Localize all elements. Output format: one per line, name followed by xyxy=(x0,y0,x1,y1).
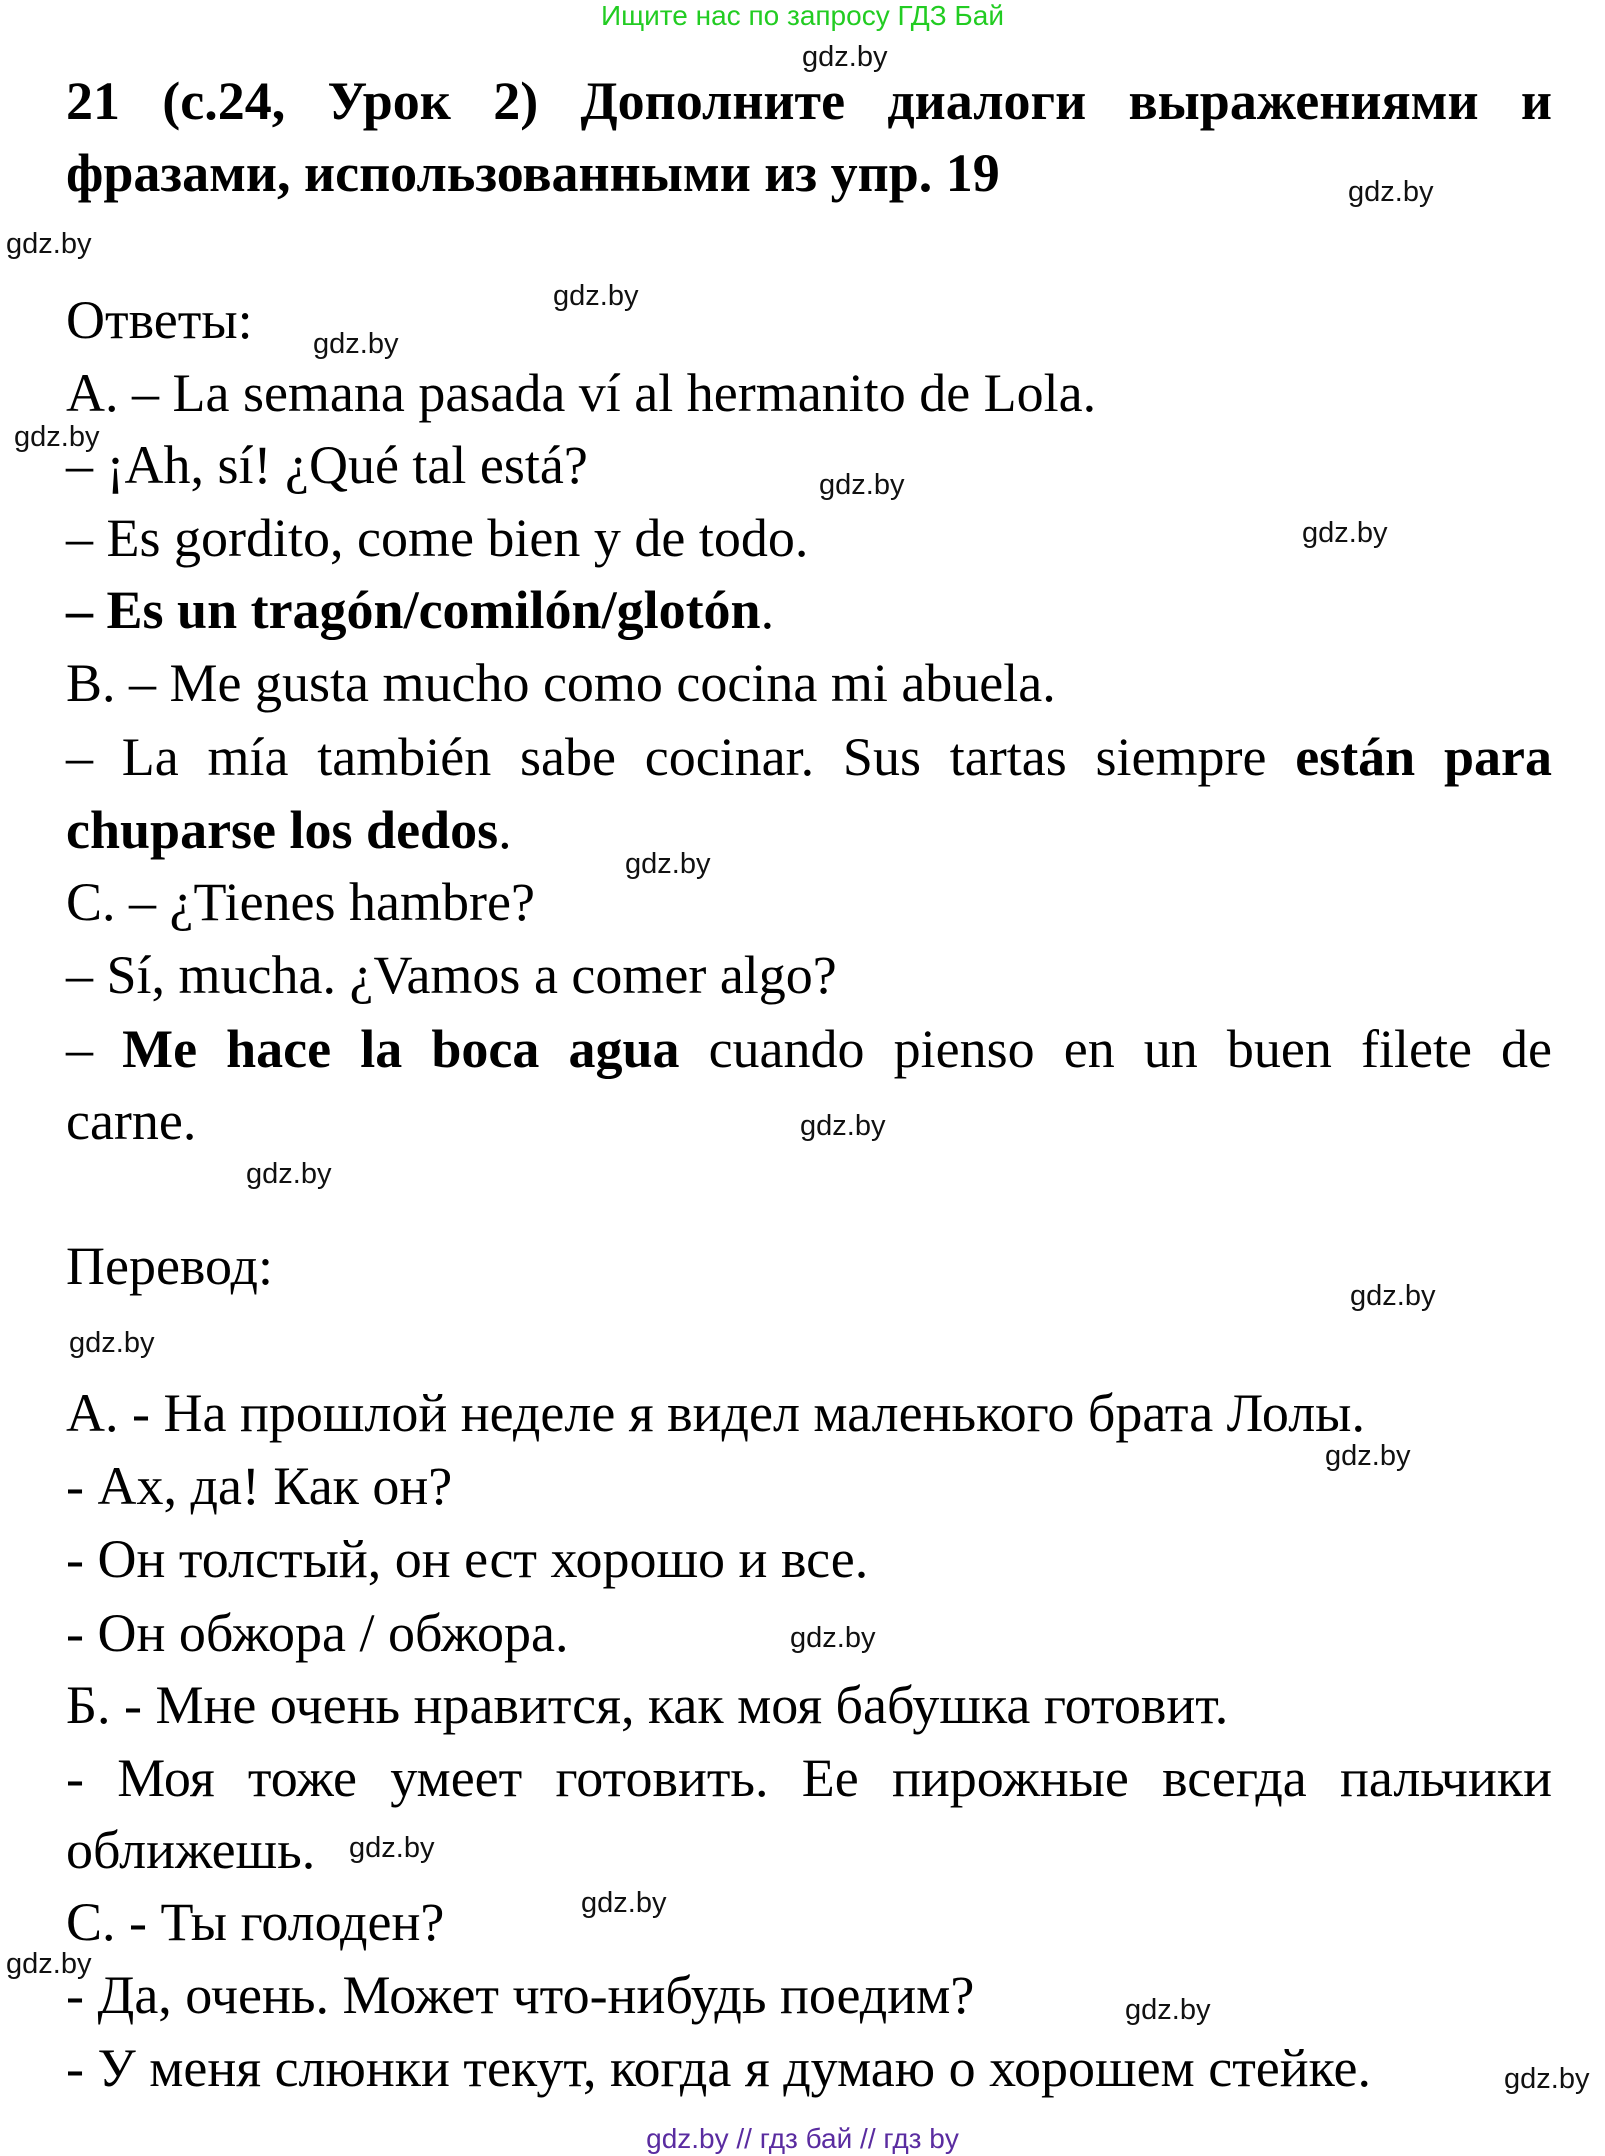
translation-line: С. - Ты голоден? xyxy=(66,1892,445,1952)
text-run: – Sí, mucha. ¿Vamos a comer algo? xyxy=(66,945,837,1005)
watermark: gdz.by xyxy=(553,280,639,312)
translation-line: - У меня слюнки текут, когда я думаю о хорошем стейке. xyxy=(66,2038,1372,2098)
text-run: . xyxy=(498,800,512,860)
text-run: C. – ¿Tienes hambre? xyxy=(66,872,535,932)
watermark: gdz.by xyxy=(625,848,711,880)
watermark: gdz.by xyxy=(6,1948,92,1980)
watermark: gdz.by xyxy=(1125,1994,1211,2026)
watermark: gdz.by xyxy=(246,1158,332,1190)
watermark: gdz.by xyxy=(1504,2063,1590,2095)
watermark: gdz.by xyxy=(313,328,399,360)
translation-line: - Он обжора / обжора. xyxy=(66,1603,569,1663)
answer-line xyxy=(66,430,588,500)
text-run: cuando pienso en un buen filete de xyxy=(679,1019,1552,1079)
translation-line: - Моя тоже умеет готовить. Ее пирожные всегда пальчики xyxy=(66,1748,1552,1808)
watermark: gdz.by xyxy=(802,41,888,73)
search-banner[interactable]: Ищите нас по запросу ГДЗ Бай xyxy=(600,0,1005,31)
bold-phrase: Es un tragón/comilón/glotón xyxy=(106,580,761,640)
text-run: – La mía también sabe cocinar. Sus tartas siempre xyxy=(66,727,1296,787)
watermark: gdz.by xyxy=(790,1622,876,1654)
translation-line: - Ах, да! Как он? xyxy=(66,1456,453,1516)
answer-line xyxy=(66,722,1552,792)
answer-line xyxy=(66,867,535,937)
watermark: gdz.by xyxy=(800,1110,886,1142)
watermark: gdz.by xyxy=(1350,1280,1436,1312)
answer-line xyxy=(66,358,1096,428)
watermark: gdz.by xyxy=(1325,1440,1411,1472)
watermark: gdz.by xyxy=(349,1832,435,1864)
answer-line xyxy=(66,795,512,865)
bold-phrase: chuparse los dedos xyxy=(66,800,499,860)
watermark: gdz.by xyxy=(14,421,100,453)
translation-line: - Да, очень. Может что-нибудь поедим? xyxy=(66,1965,975,2025)
answer-line xyxy=(66,1086,196,1156)
translation-line: Б. - Мне очень нравится, как моя бабушка готовит. xyxy=(66,1675,1229,1735)
exercise-title-line-1: 21 (с.24, Урок 2) Дополните диалоги выражениями и xyxy=(66,71,1552,131)
text-run: – xyxy=(66,1019,123,1079)
answer-line xyxy=(66,940,837,1010)
translation-line: - Он толстый, он ест хорошо и все. xyxy=(66,1529,869,1589)
text-run: – Es gordito, come bien y de todo. xyxy=(66,508,809,568)
bold-phrase: Me hace la boca agua xyxy=(122,1019,680,1079)
text-run: B. – Me gusta mucho como cocina mi abuela. xyxy=(66,653,1056,713)
watermark: gdz.by xyxy=(1302,517,1388,549)
bold-phrase: – xyxy=(66,580,107,640)
watermark: gdz.by xyxy=(69,1327,155,1359)
answer-line xyxy=(66,648,1056,718)
translation-line: А. - На прошлой неделе я видел маленького брата Лолы. xyxy=(66,1383,1365,1443)
answer-line xyxy=(66,1014,1552,1084)
bold-phrase: están para xyxy=(1295,727,1553,787)
watermark: gdz.by xyxy=(819,469,905,501)
translation-line: оближешь. xyxy=(66,1820,316,1880)
watermark: gdz.by xyxy=(1348,176,1434,208)
answers-heading: Ответы: xyxy=(66,290,253,350)
text-run: . xyxy=(760,580,775,640)
footer-links[interactable]: gdz.by // гдз бай // гдз by xyxy=(646,2123,959,2154)
translation-heading: Перевод: xyxy=(66,1236,273,1296)
watermark: gdz.by xyxy=(581,1887,667,1919)
exercise-title-line-2: фразами, использованными из упр. 19 xyxy=(66,143,1000,203)
text-run: – ¡Ah, sí! ¿Qué tal está? xyxy=(66,435,588,495)
text-run: carne. xyxy=(66,1091,197,1151)
watermark: gdz.by xyxy=(6,228,92,260)
answer-line xyxy=(66,575,774,645)
answer-line xyxy=(66,503,808,573)
text-run: A. – La semana pasada ví al hermanito de Lola. xyxy=(66,363,1097,423)
